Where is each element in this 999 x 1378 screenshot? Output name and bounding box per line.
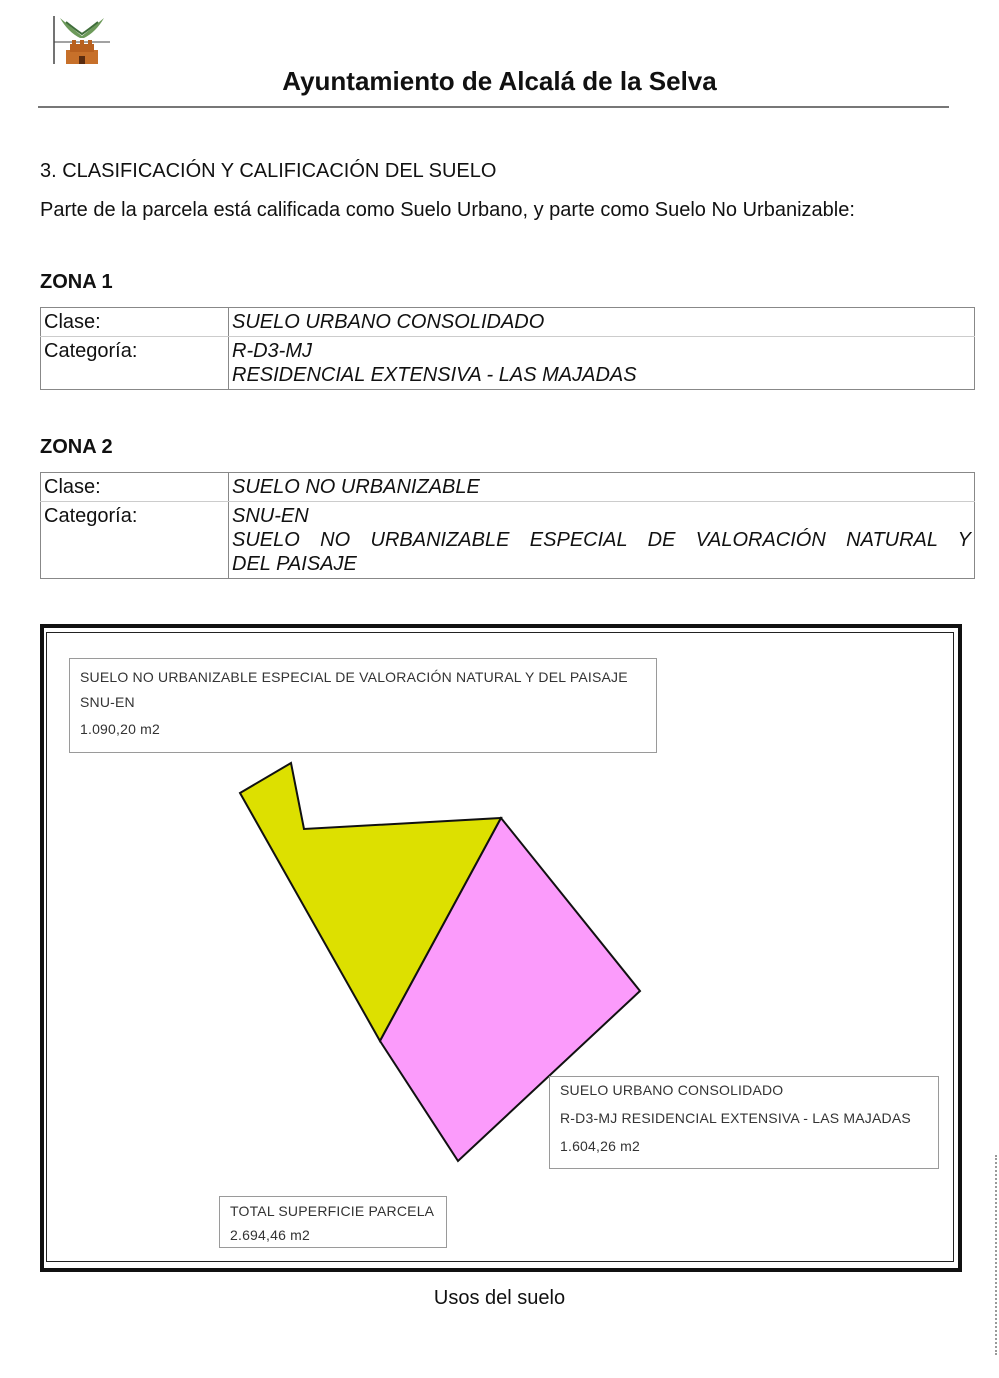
suelo-urbano-label-box <box>549 1076 939 1169</box>
zone-1-categoria-label: Categoría: <box>41 337 229 390</box>
snu-en-label-box <box>69 658 657 753</box>
zone-1-title: ZONA 1 <box>40 271 113 293</box>
zone-2-categoria-line: DEL PAISAJE <box>232 553 357 575</box>
zone-1-clase-label: Clase: <box>41 308 229 337</box>
page-header-title: Ayuntamiento de Alcalá de la Selva <box>282 66 717 96</box>
suelo-urbano-label-title: SUELO URBANO CONSOLIDADO <box>560 1082 784 1098</box>
suelo-urbano-label-code: R-D3-MJ RESIDENCIAL EXTENSIVA - LAS MAJADAS <box>560 1110 911 1126</box>
scrollbar[interactable] <box>995 1155 999 1355</box>
snu-en-label-area: 1.090,20 m2 <box>80 721 161 737</box>
map-caption: Usos del suelo <box>433 1287 566 1309</box>
zone-1-clase-value: SUELO URBANO CONSOLIDADO <box>229 308 975 337</box>
zone-2-categoria-label: Categoría: <box>41 502 229 579</box>
zone-2-categoria-code: SNU-EN <box>232 505 309 527</box>
zone-1-categoria-code: R-D3-MJ <box>232 340 312 362</box>
section-intro: Parte de la parcela está calificada como Suelo Urbano, y parte como Suelo No Urbanizable: <box>40 199 855 221</box>
suelo-urbano-label-area: 1.604,26 m2 <box>560 1138 641 1154</box>
zone-1-categoria-line: RESIDENCIAL EXTENSIVA - LAS MAJADAS <box>232 364 637 386</box>
snu-en-label-title: SUELO NO URBANIZABLE ESPECIAL DE VALORACIÓN NATURAL Y DEL PAISAJE <box>80 669 628 685</box>
total-surface-label-title: TOTAL SUPERFICIE PARCELA <box>230 1203 435 1219</box>
zone-2-categoria-line: SUELO NO URBANIZABLE ESPECIAL DE VALORACIÓN NATURAL Y <box>232 529 971 551</box>
zone-2-clase-label: Clase: <box>41 473 229 502</box>
total-surface-label-box <box>219 1196 447 1248</box>
zone-2-title: ZONA 2 <box>40 436 113 458</box>
snu-en-label-code: SNU-EN <box>80 694 135 710</box>
total-surface-label-area: 2.694,46 m2 <box>230 1227 311 1243</box>
section-heading: 3. CLASIFICACIÓN Y CALIFICACIÓN DEL SUELO <box>40 160 497 182</box>
zone-2-clase-value: SUELO NO URBANIZABLE <box>229 473 975 502</box>
